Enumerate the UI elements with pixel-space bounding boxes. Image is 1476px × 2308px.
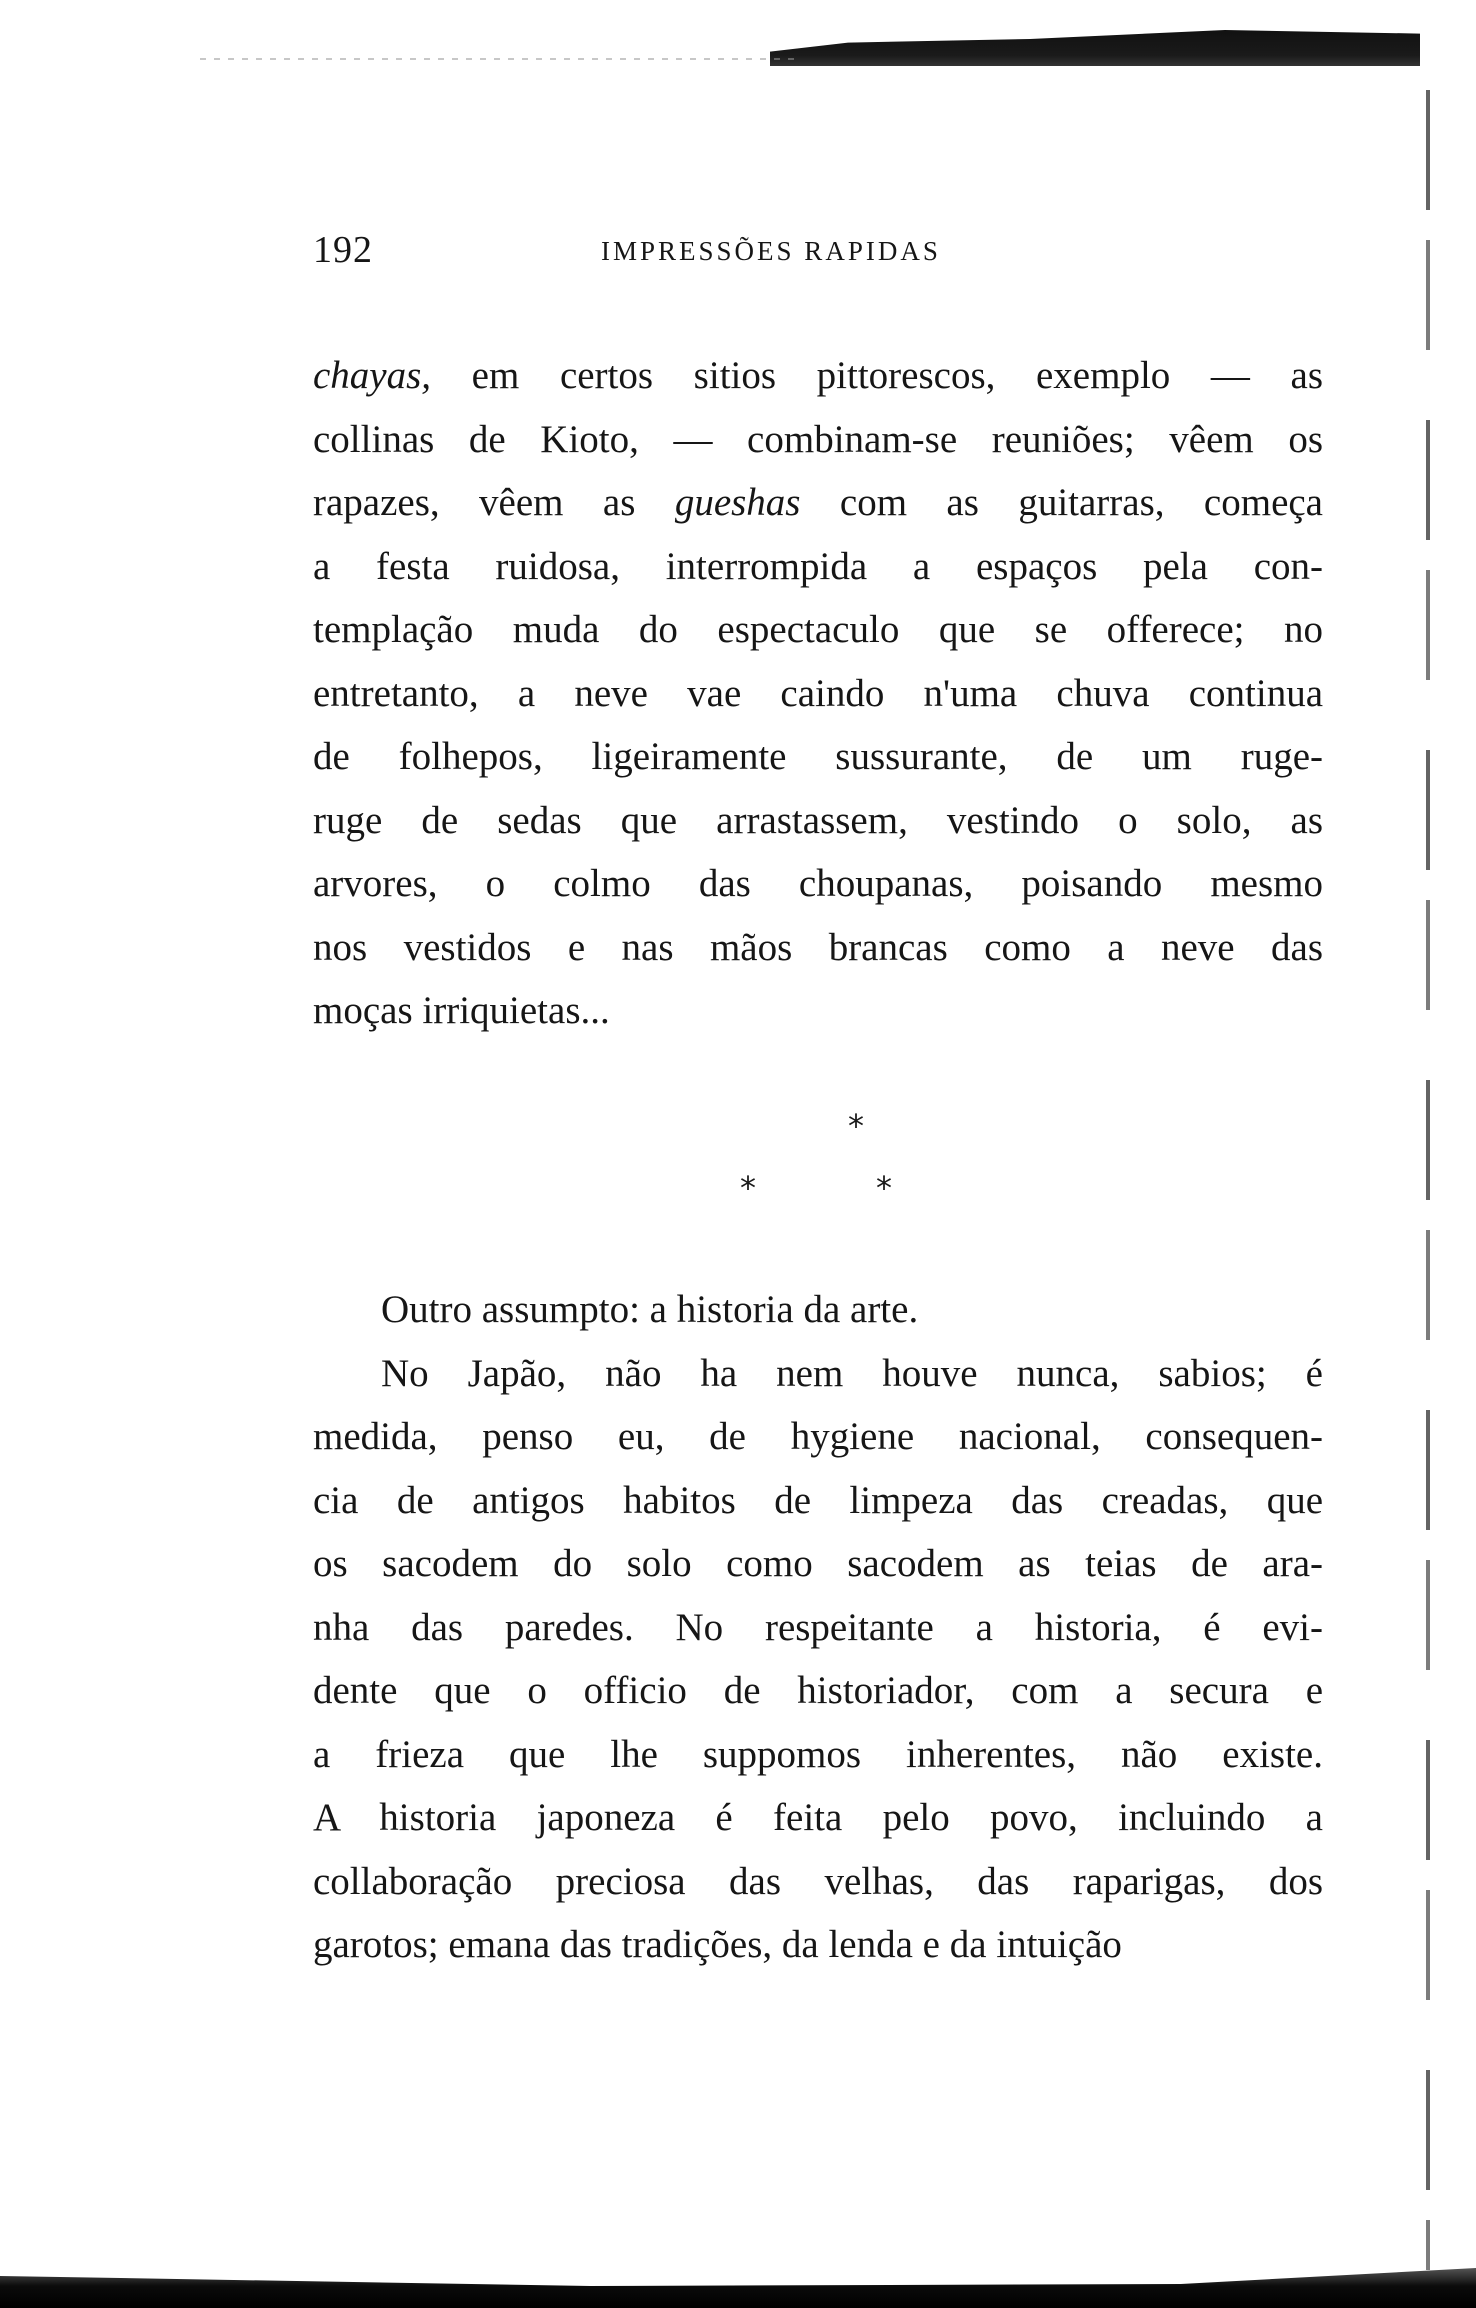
text-segment: de folhepos, ligeiramente sussurante, de um ruge- [313, 735, 1323, 778]
text-segment: collinas de Kioto, — combinam-se reuniões; vêem os [313, 417, 1323, 461]
italic-term: chayas, [313, 354, 432, 397]
text-line: medida, penso eu, de hygiene nacional, consequen- [313, 1415, 1323, 1458]
text-line [313, 598, 1323, 662]
scan-edge-shadow-bottom [0, 2268, 1476, 2308]
text-segment: moças irriquietas... [313, 989, 610, 1032]
text-line: garotos; emana das tradições, da lenda e da intuição [313, 1923, 1122, 1966]
text-line: os sacodem do solo como sacodem as teias de ara- [313, 1542, 1323, 1585]
page-number: 192 [313, 229, 373, 271]
asterisk-ornament-left: * [740, 1169, 756, 1207]
text-segment: a festa ruidosa, interrompida a espaços pela con- [313, 544, 1323, 588]
scan-edge-shadow-top [770, 30, 1420, 66]
text-line: A historia japoneza é feita pelo povo, incluindo a [313, 1796, 1323, 1839]
italic-term: gueshas [674, 481, 801, 524]
paragraph-continuation [313, 344, 1323, 1043]
text-line [313, 535, 1323, 599]
text-line [313, 725, 1323, 789]
text-line [313, 979, 1323, 1043]
text-line: collaboração preciosa das velhas, das raparigas, dos [313, 1859, 1323, 1903]
text-line: nha das paredes. No respeitante a historia, é evi- [313, 1605, 1323, 1649]
scan-dust-line [200, 58, 800, 60]
text-line: cia de antigos habitos de limpeza das creadas, que [313, 1478, 1323, 1522]
text-line [313, 852, 1323, 916]
text-line: dente que o officio de historiador, com a secura e [313, 1669, 1323, 1712]
page-header [313, 228, 1323, 282]
text-segment: ruge de sedas que arrastassem, vestindo o solo, as [313, 798, 1323, 842]
text-segment: arvores, o colmo das choupanas, poisando mesmo [313, 862, 1323, 905]
asterisk-ornament-top: * [848, 1107, 864, 1145]
text-segment: rapazes, vêem as [313, 481, 675, 524]
scan-edge-shadow-right [1426, 90, 1430, 2270]
text-segment: nos vestidos e nas mãos brancas como a neve das [313, 925, 1323, 969]
running-head: IMPRESSÕES RAPIDAS [601, 236, 941, 266]
text-line: No Japão, não ha nem houve nunca, sabios; é [381, 1351, 1323, 1395]
text-segment: com as guitarras, começa [800, 481, 1323, 524]
text-line [313, 916, 1323, 980]
text-line [313, 344, 1323, 408]
text-segment: em certos sitios pittorescos, exemplo — as [431, 354, 1323, 397]
text-line [313, 471, 1323, 535]
text-line: a frieza que lhe suppomos inherentes, não existe. [313, 1732, 1323, 1776]
section-history-of-art [313, 1278, 1323, 1977]
text-line [313, 408, 1323, 472]
text-line [313, 789, 1323, 853]
text-segment: entretanto, a neve vae caindo n'uma chuva continua [313, 671, 1323, 715]
text-line: Outro assumpto: a historia da arte. [381, 1288, 919, 1331]
text-line [313, 662, 1323, 726]
text-segment: templação muda do espectaculo que se offerece; no [313, 608, 1323, 651]
asterisk-ornament-right: * [876, 1169, 892, 1207]
